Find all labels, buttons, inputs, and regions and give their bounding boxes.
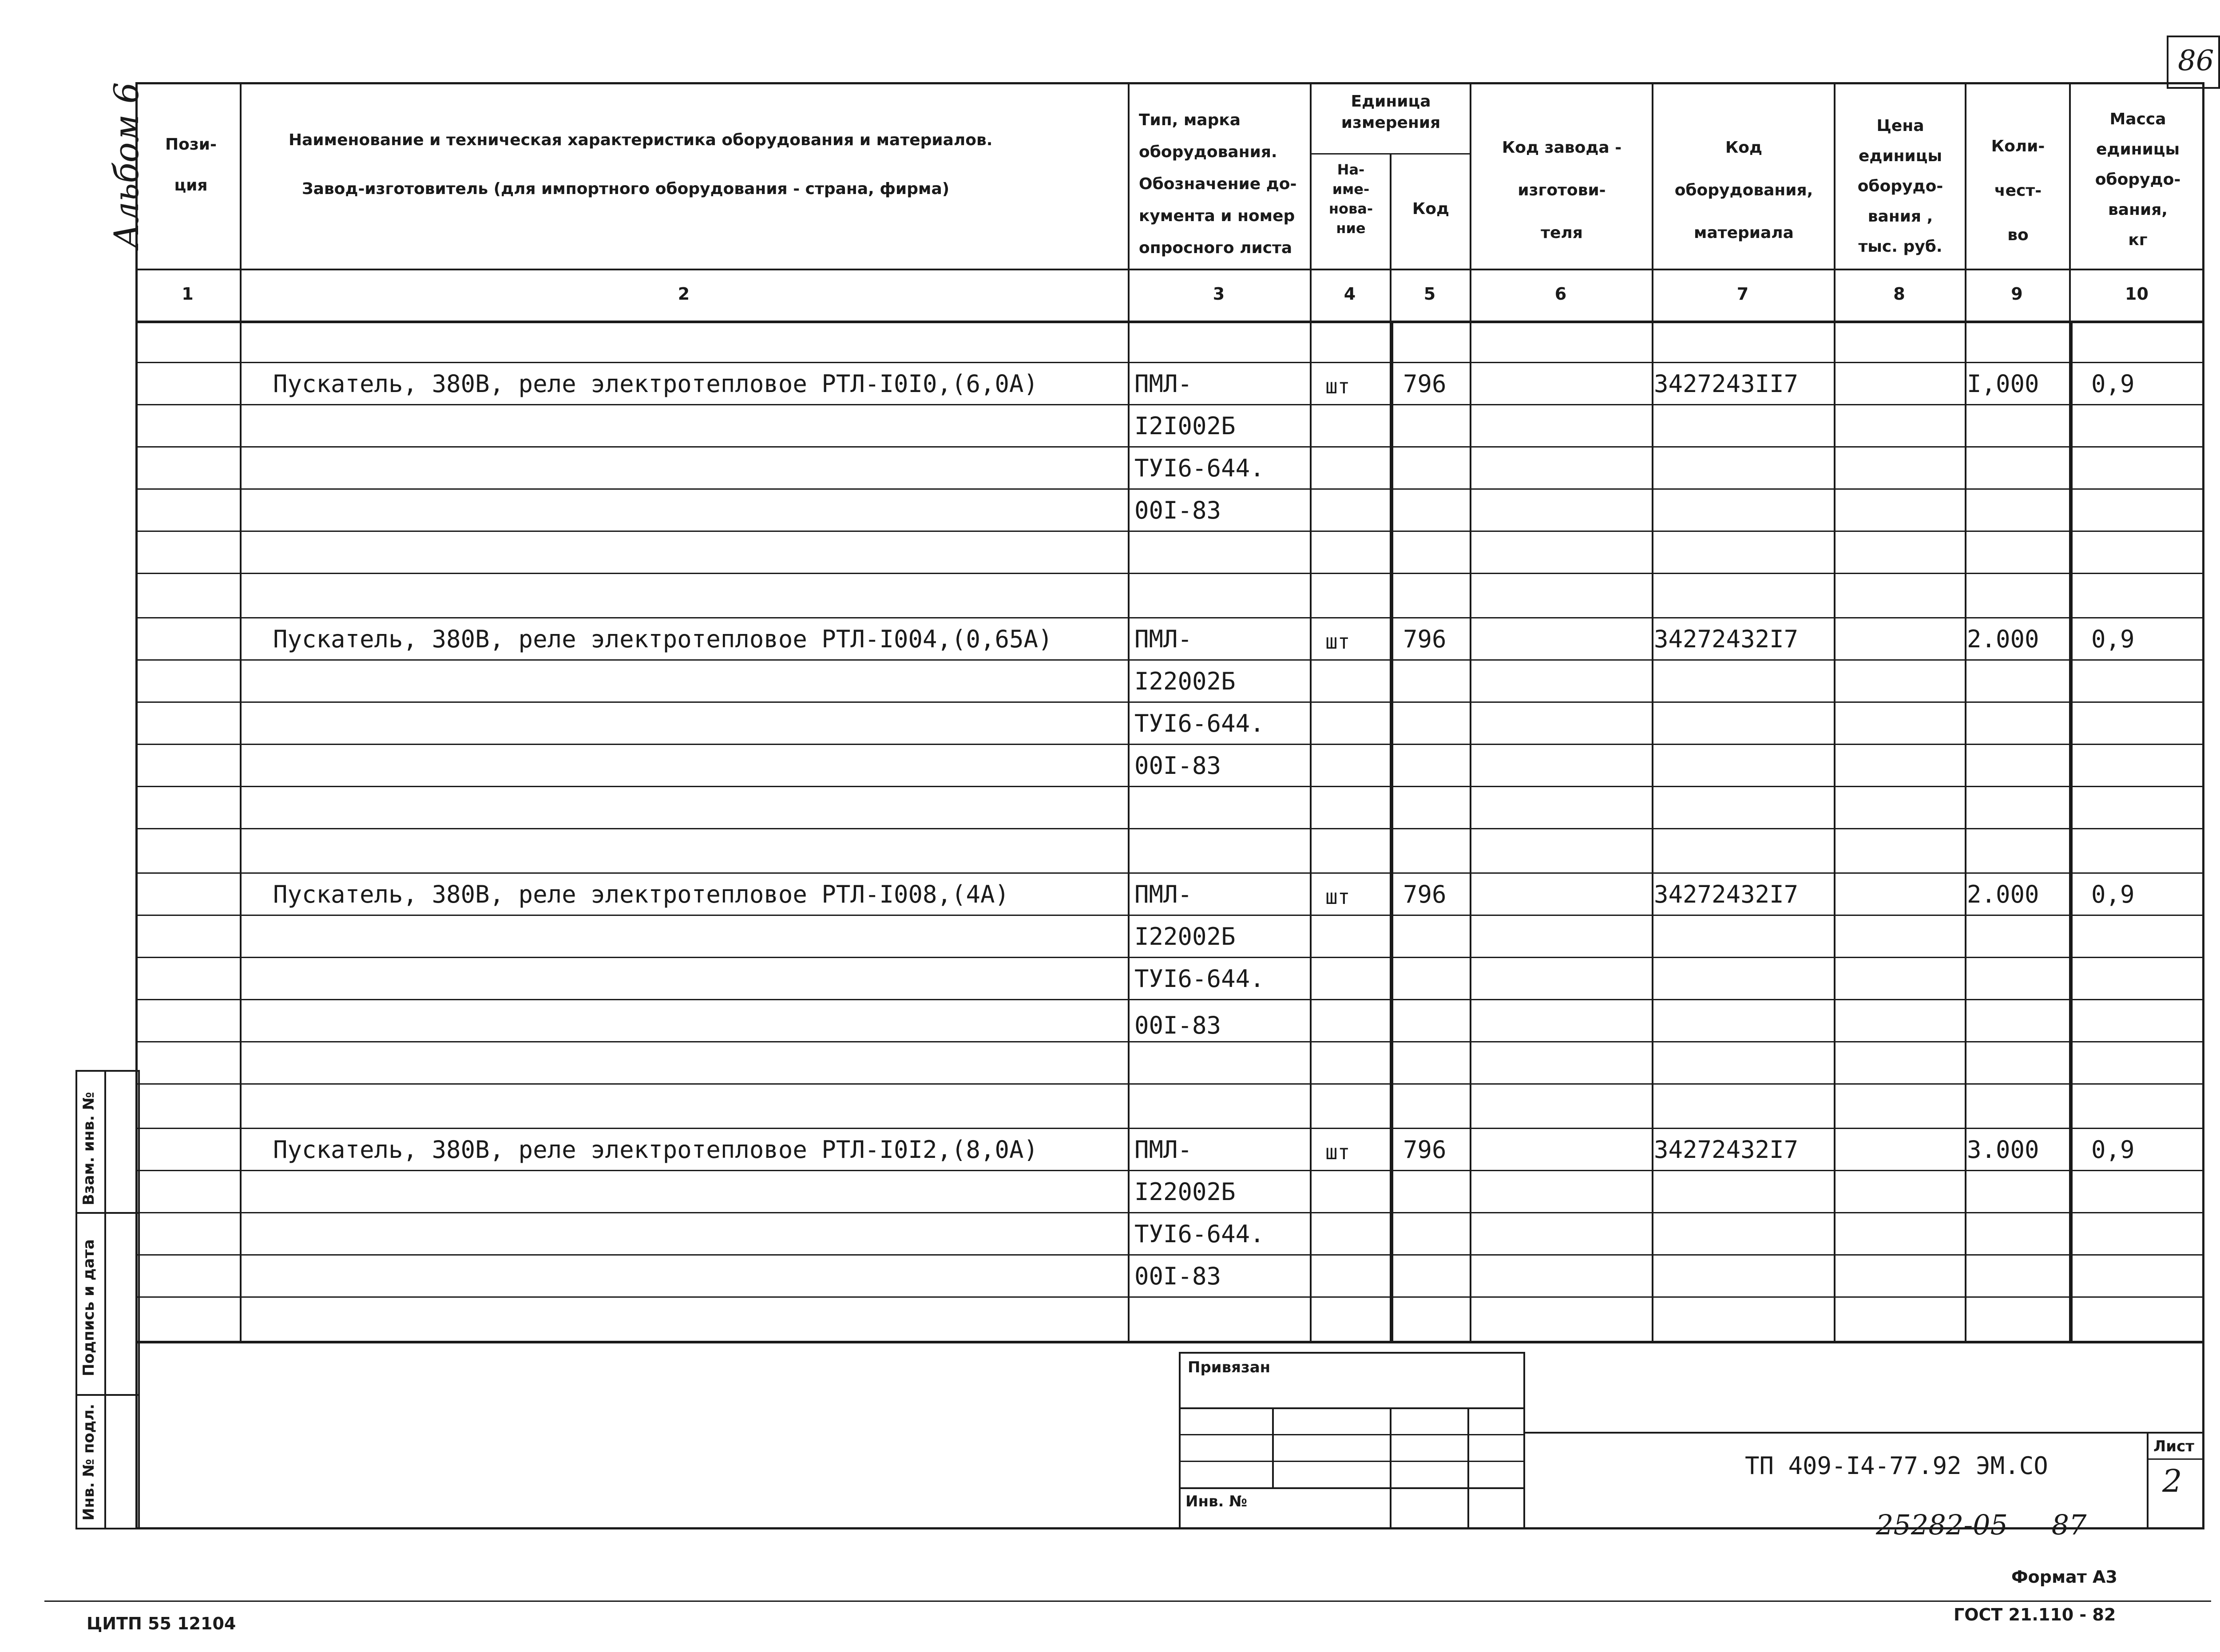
col-line-2	[1128, 82, 1130, 1341]
item-quantity: I,000	[1967, 370, 2039, 398]
item-type-line: ПМЛ-	[1134, 370, 1193, 398]
row-separator	[135, 828, 2204, 829]
format-label: Формат А3	[2011, 1567, 2117, 1587]
row-separator	[135, 446, 2204, 448]
citp-label: ЦИТП 55 12104	[87, 1614, 236, 1633]
item-type-line: ПМЛ-	[1134, 880, 1193, 908]
col-line-9	[1965, 82, 1966, 1341]
header-col9: Коли- чест- во	[1991, 137, 2045, 244]
colnum-3: 3	[1213, 284, 1225, 304]
item-unit-code: 796	[1403, 625, 1447, 653]
header-col2-line2: Завод-изготовитель (для импортного оборудования - страна, фирма)	[302, 180, 950, 198]
header-bottom-line	[135, 269, 2204, 270]
row-separator	[135, 957, 2204, 958]
row-separator	[135, 1296, 2204, 1298]
row-separator	[135, 362, 2204, 363]
row-separator	[135, 701, 2204, 703]
item-type-line: ТУI6-644.	[1134, 965, 1265, 993]
header-col1: Пози- ция	[165, 135, 217, 194]
col-line-8	[1834, 82, 1835, 1341]
item-mass: 0,9	[2091, 1136, 2135, 1164]
item-name: Пускатель, 380В, реле электротепловое РТЛ-I0I2,(8,0А)	[273, 1136, 1039, 1164]
header-unit-group: Единица измерения	[1341, 92, 1441, 132]
list-box-left	[2147, 1432, 2149, 1529]
privyazan-label: Привязан	[1188, 1359, 1271, 1376]
item-type-line: ТУI6-644.	[1134, 709, 1265, 737]
item-type-line: I2I002Б	[1134, 412, 1236, 440]
list-label: Лист	[2153, 1438, 2194, 1455]
item-unit-code: 796	[1403, 1136, 1447, 1164]
item-equipment-code: 34272432I7	[1654, 880, 1799, 908]
side-stamp-inner	[104, 1070, 106, 1529]
doc-code-top-line	[1525, 1432, 2204, 1434]
col-line-7	[1652, 82, 1653, 1341]
col-line-3	[1310, 82, 1312, 1341]
side-stamp-inv-podl: Инв. № подл.	[80, 1403, 98, 1521]
colnum-4: 4	[1344, 284, 1356, 304]
privyazan-col	[1272, 1407, 1274, 1487]
col-line-5	[1390, 321, 1393, 1341]
col-line-10	[2069, 321, 2073, 1341]
colnum-5: 5	[1423, 284, 1436, 304]
header-col4: На- име- нова- ние	[1328, 161, 1373, 237]
table-bottom-line	[135, 1341, 2204, 1343]
gost-label: ГОСТ 21.110 - 82	[1954, 1605, 2116, 1624]
item-type-line: 00I-83	[1134, 1011, 1221, 1039]
row-separator	[135, 488, 2204, 490]
privyazan-row	[1179, 1407, 1525, 1409]
privyazan-col	[1390, 1407, 1391, 1529]
item-name: Пускатель, 380В, реле электротепловое РТЛ-I0I0,(6,0А)	[273, 370, 1039, 398]
row-separator	[135, 1170, 2204, 1171]
colnum-1: 1	[182, 284, 194, 304]
item-unit-code: 796	[1403, 370, 1447, 398]
privyazan-row	[1179, 1434, 1525, 1435]
colnum-9: 9	[2011, 284, 2023, 304]
item-type-line: I22002Б	[1134, 667, 1236, 695]
inv-no-label: Инв. №	[1185, 1493, 1248, 1510]
side-stamp-divider	[75, 1394, 140, 1396]
item-name: Пускатель, 380В, реле электротепловое РТЛ-I004,(0,65А)	[273, 625, 1053, 653]
item-unit-code: 796	[1403, 880, 1447, 908]
item-mass: 0,9	[2091, 370, 2135, 398]
row-separator	[135, 659, 2204, 661]
row-separator	[135, 915, 2204, 916]
row-separator	[135, 617, 2204, 618]
footer-line	[44, 1600, 2211, 1602]
header-col8: Цена единицы оборудо- вания , тыс. руб.	[1857, 117, 1943, 256]
row-separator	[135, 573, 2204, 574]
header-col5: Код	[1412, 200, 1450, 218]
colnum-2: 2	[678, 284, 690, 304]
row-separator	[135, 1254, 2204, 1256]
row-separator	[135, 1128, 2204, 1129]
privyazan-row	[1179, 1461, 1525, 1462]
document-code: ТП 409-I4-77.92 ЭМ.СО	[1745, 1452, 2048, 1480]
col-line-6	[1470, 82, 1471, 1341]
item-equipment-code: 34272432I7	[1654, 625, 1799, 653]
item-mass: 0,9	[2091, 625, 2135, 653]
list-number: 2	[2162, 1463, 2182, 1499]
item-equipment-code: 3427243II7	[1654, 370, 1799, 398]
item-quantity: 2.000	[1967, 880, 2039, 908]
privyazan-col	[1467, 1407, 1469, 1529]
item-name: Пускатель, 380В, реле электротепловое РТЛ-I008,(4А)	[273, 880, 1010, 908]
item-type-line: I22002Б	[1134, 1178, 1236, 1206]
colnum-bottom-line	[135, 321, 2204, 323]
header-col3: Тип, марка оборудования. Обозначение до- кумента и номер опросного листа	[1139, 111, 1297, 257]
header-col10: Масса единицы оборудо- вания, кг	[2095, 110, 2181, 249]
item-unit: шт	[1325, 1140, 1350, 1164]
row-separator	[135, 744, 2204, 745]
header-col6: Код завода - изготови- теля	[1502, 139, 1622, 242]
row-separator	[135, 1041, 2204, 1042]
side-stamp-vzam: Взам. инв. №	[80, 1092, 98, 1205]
row-separator	[135, 999, 2204, 1000]
item-type-line: ПМЛ-	[1134, 1136, 1193, 1164]
side-stamp-divider	[75, 1212, 140, 1214]
row-separator	[135, 404, 2204, 405]
list-box-divider	[2147, 1458, 2204, 1460]
colnum-8: 8	[1893, 284, 1905, 304]
sheet-corner-number: 86	[2178, 44, 2214, 77]
item-type-line: I22002Б	[1134, 923, 1236, 951]
item-type-line: ТУI6-644.	[1134, 1220, 1265, 1248]
row-separator	[135, 1083, 2204, 1085]
item-mass: 0,9	[2091, 880, 2135, 908]
row-separator	[135, 786, 2204, 787]
item-quantity: 2.000	[1967, 625, 2039, 653]
row-separator	[135, 1212, 2204, 1213]
side-stamp-podpis: Подпись и дата	[80, 1239, 98, 1376]
album-label: Альбом 6	[107, 82, 146, 249]
item-unit: шт	[1325, 374, 1350, 398]
row-separator	[135, 872, 2204, 874]
item-type-line: ПМЛ-	[1134, 625, 1193, 653]
item-type-line: ТУI6-644.	[1134, 454, 1265, 482]
item-type-line: 00I-83	[1134, 496, 1221, 524]
item-unit: шт	[1325, 630, 1350, 654]
header-col7: Код оборудования, материала	[1674, 139, 1813, 242]
colnum-10: 10	[2125, 284, 2149, 304]
item-quantity: 3.000	[1967, 1136, 2039, 1164]
row-separator	[135, 531, 2204, 532]
item-equipment-code: 34272432I7	[1654, 1136, 1799, 1164]
colnum-7: 7	[1736, 284, 1749, 304]
colnum-6: 6	[1554, 284, 1567, 304]
handwritten-number: 25282-05 87	[1876, 1509, 2087, 1541]
item-type-line: 00I-83	[1134, 752, 1221, 780]
col-line-1	[240, 82, 242, 1341]
header-col2-line1: Наименование и техническая характеристика оборудования и материалов.	[289, 131, 993, 149]
item-unit: шт	[1325, 885, 1350, 909]
privyazan-row	[1179, 1487, 1525, 1489]
item-type-line: 00I-83	[1134, 1262, 1221, 1290]
